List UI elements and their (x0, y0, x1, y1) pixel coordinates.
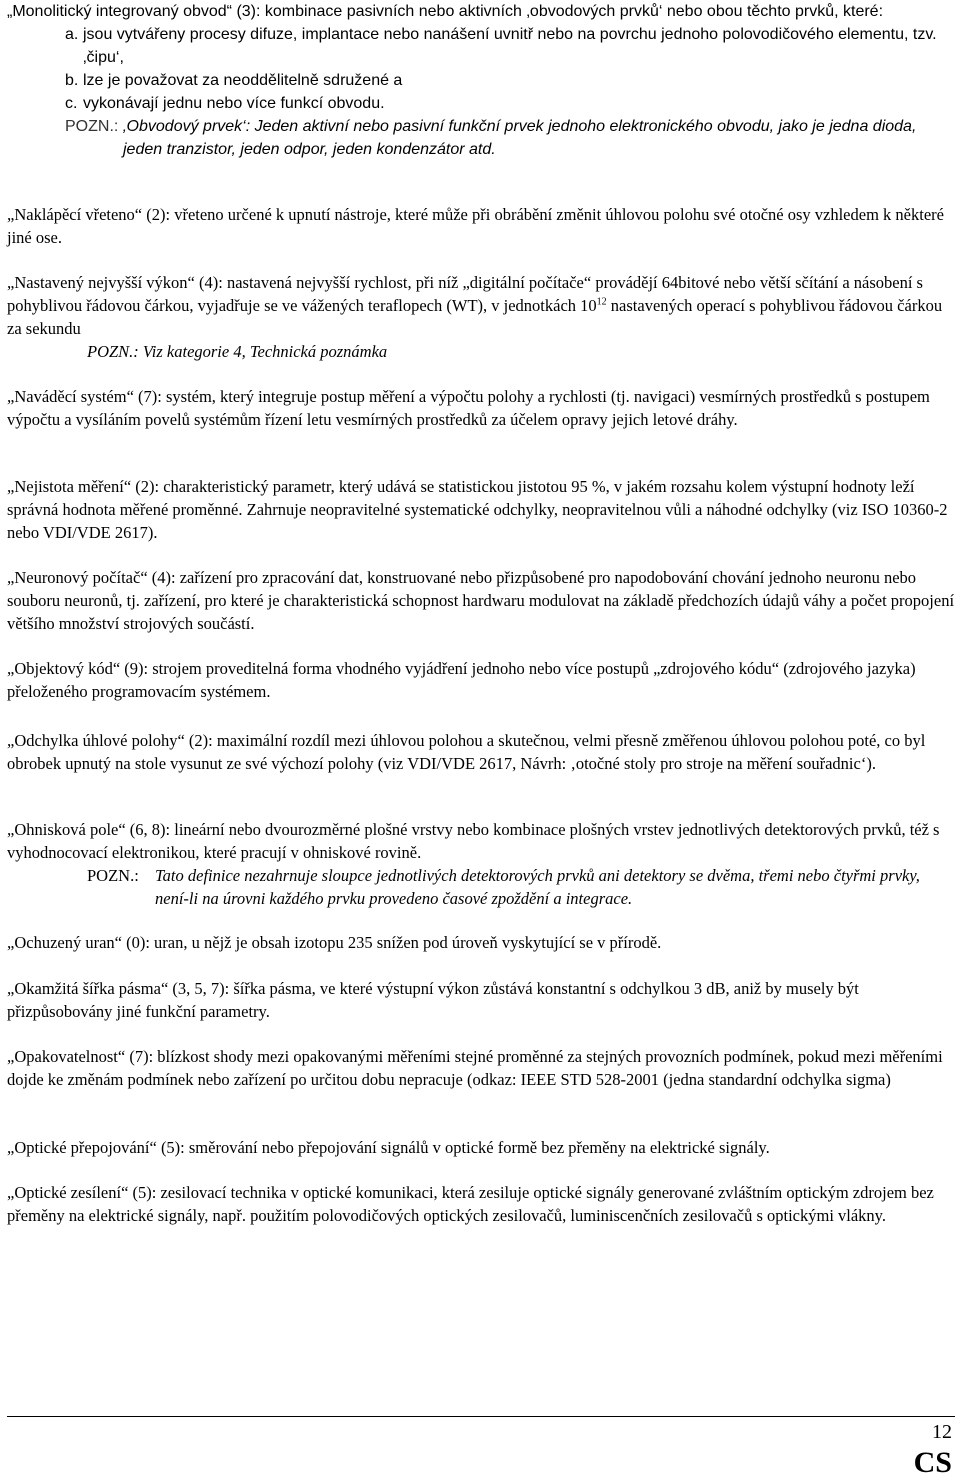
entry-ohniskova-pole (7, 818, 955, 910)
note: POZN.: Viz kategorie 4, Technická poznámka (87, 342, 388, 361)
list-item-text: jsou vytvářeny procesy difuze, implantace nebo nanášení uvnitř nebo na povrchu jednoho polovodičového elementu, tzv. ‚čipu‘, (83, 26, 937, 66)
entry-opticke-zesileni: „Optické zesílení“ (5): zesilovací technika v optické komunikaci, která zesiluje optické signály generované zvláštním optickým zdrojem bez přeměny na elektrické signály, např. použitím polovodičových optických zesilovačů, luminiscenčních zesilovačů s optickými vlákny. (7, 1183, 934, 1225)
language-code: CS (913, 1446, 952, 1479)
page-number: 12 (932, 1421, 952, 1443)
list-item (65, 23, 955, 69)
entry-okamzita-sirka-pasma: „Okamžitá šířka pásma“ (3, 5, 7): šířka pásma, ve které výstupní výkon zůstává konstantní s odchylkou 3 dB, aniž by musely být přizpůsobovány jiné funkční parametry. (7, 979, 859, 1021)
exponent: 12 (596, 296, 607, 308)
note-label: POZN.: (87, 866, 139, 885)
list-item-text: lze je považovat za neoddělitelně sdružené a (83, 72, 403, 89)
entry-neuronovy-pocitac: „Neuronový počítač“ (4): zařízení pro zpracování dat, konstruované nebo přizpůsobené pro napodobování chování jednoho neuronu nebo souboru neuronů, tj. zařízení, pro které je charakteristická schopnost hardwaru modulovat na základě předchozích údajů váhy a počet propojení většího množství strojových součástí. (7, 568, 955, 633)
note-text: ‚Obvodový prvek‘: Jeden aktivní nebo pasivní funkční prvek jednoho elektronického obvodu, jako je jedna dioda, jeden tranzistor, jeden odpor, jeden kondenzátor atd. (123, 118, 917, 158)
list-item-label: a. (65, 26, 79, 43)
list-item-label: b. (65, 72, 79, 89)
entry-monoliticky-obvod (7, 0, 955, 161)
list-item-label: c. (65, 95, 78, 112)
entry-nejistota-mereni: „Nejistota měření“ (2): charakteristický parametr, který udává se statistickou jistotou 95 %, v jakém rozsahu kolem výstupní hodnoty leží správná hodnota měřené proměnné. Zahrnuje neopravitelné systematické odchylky, neopravitelnou vůli a náhodné odchylky (viz ISO 10360-2 nebo VDI/VDE 2617). (7, 477, 948, 542)
entry-odchylka-uhlove-polohy: „Odchylka úhlové polohy“ (2): maximální rozdíl mezi úhlovou polohou a skutečnou, velmi přesně změřenou úhlovou polohou poté, co byl obrobek upnutý na stole vysunut ze své výchozí polohy (viz VDI/VDE 2617, Návrh: ‚otočné stoly pro stroje na měření souřadnic‘). (7, 731, 926, 773)
entry-text: „Ohnisková pole“ (6, 8): lineární nebo dvourozměrné plošné vrstvy nebo kombinace plošných vrstev jednotlivých detektorových prvků, též s vyhodnocovací elektronikou, které pracují v ohniskové rovině. (7, 820, 940, 862)
entry-text-continued: nastavených operací s pohyblivou řádovou čárkou za sekundu (7, 296, 943, 338)
list-item-text: vykonávají jednu nebo více funkcí obvodu. (83, 95, 385, 112)
entry-text: „Nastavený nejvyšší výkon“ (4): nastavená nejvyšší rychlost, při níž „digitální počítače“ provádějí 64bitové nebo větší sčítání a násobení s pohyblivou řádovou čárkou, vyjadřuje se ve vážených teraflopech (WT), v jednotkách 10 (7, 273, 923, 315)
entry-intro: „Monolitický integrovaný obvod“ (3): kombinace pasivních nebo aktivních ‚obvodových prvků‘ nebo obou těchto prvků, které: (7, 3, 884, 20)
entry-objektovy-kod: „Objektový kód“ (9): strojem proveditelná forma vhodného vyjádření jednoho nebo více postupů „zdrojového kódu“ (zdrojového jazyka) přeloženého programovacím systémem. (7, 659, 916, 701)
list-item (65, 69, 955, 92)
entry-opakovatelnost: „Opakovatelnost“ (7): blízkost shody mezi opakovanými měřeními stejné proměnné za stejných provozních podmínek, pokud mezi měřeními dojde ke změnám podmínek nebo zařízení po určitou dobu nepracuje (odkaz: IEEE STD 528-2001 (jedna standardní odchylka sigma) (7, 1047, 943, 1089)
note-label: POZN.: (65, 118, 119, 135)
note (65, 115, 955, 161)
entry-ochuzeny-uran: „Ochuzený uran“ (0): uran, u nějž je obsah izotopu 235 snížen pod úroveň vyskytující se v přírodě. (7, 933, 662, 952)
list-item (65, 92, 955, 115)
note-text: Tato definice nezahrnuje sloupce jednotlivých detektorových prvků ani detektory se dvěma, třemi nebo čtyřmi prvky, není-li na úrovni každého prvku provedeno časové zpoždění a integrace. (155, 866, 920, 908)
entry-nastaveny-vykon (7, 271, 955, 363)
entry-naklapeci-vreteno: „Naklápěcí vřeteno“ (2): vřeteno určené k upnutí nástroje, které může při obrábění změnit úhlovou polohu své otočné osy vzhledem k některé jiné ose. (7, 205, 944, 247)
footer-divider (7, 1416, 955, 1417)
entry-item-list (65, 23, 955, 161)
entry-navadeci-system: „Naváděcí systém“ (7): systém, který integruje postup měření a výpočtu polohy a rychlosti (tj. navigaci) vesmírných prostředků s postupem výpočtu a vysíláním povelů systémům řízení letu vesmírných prostředků za účelem opravy jejich letové dráhy. (7, 387, 930, 429)
entry-opticke-prepojovani: „Optické přepojování“ (5): směrování nebo přepojování signálů v optické formě bez přeměny na elektrické signály. (7, 1138, 770, 1157)
note (87, 864, 955, 910)
